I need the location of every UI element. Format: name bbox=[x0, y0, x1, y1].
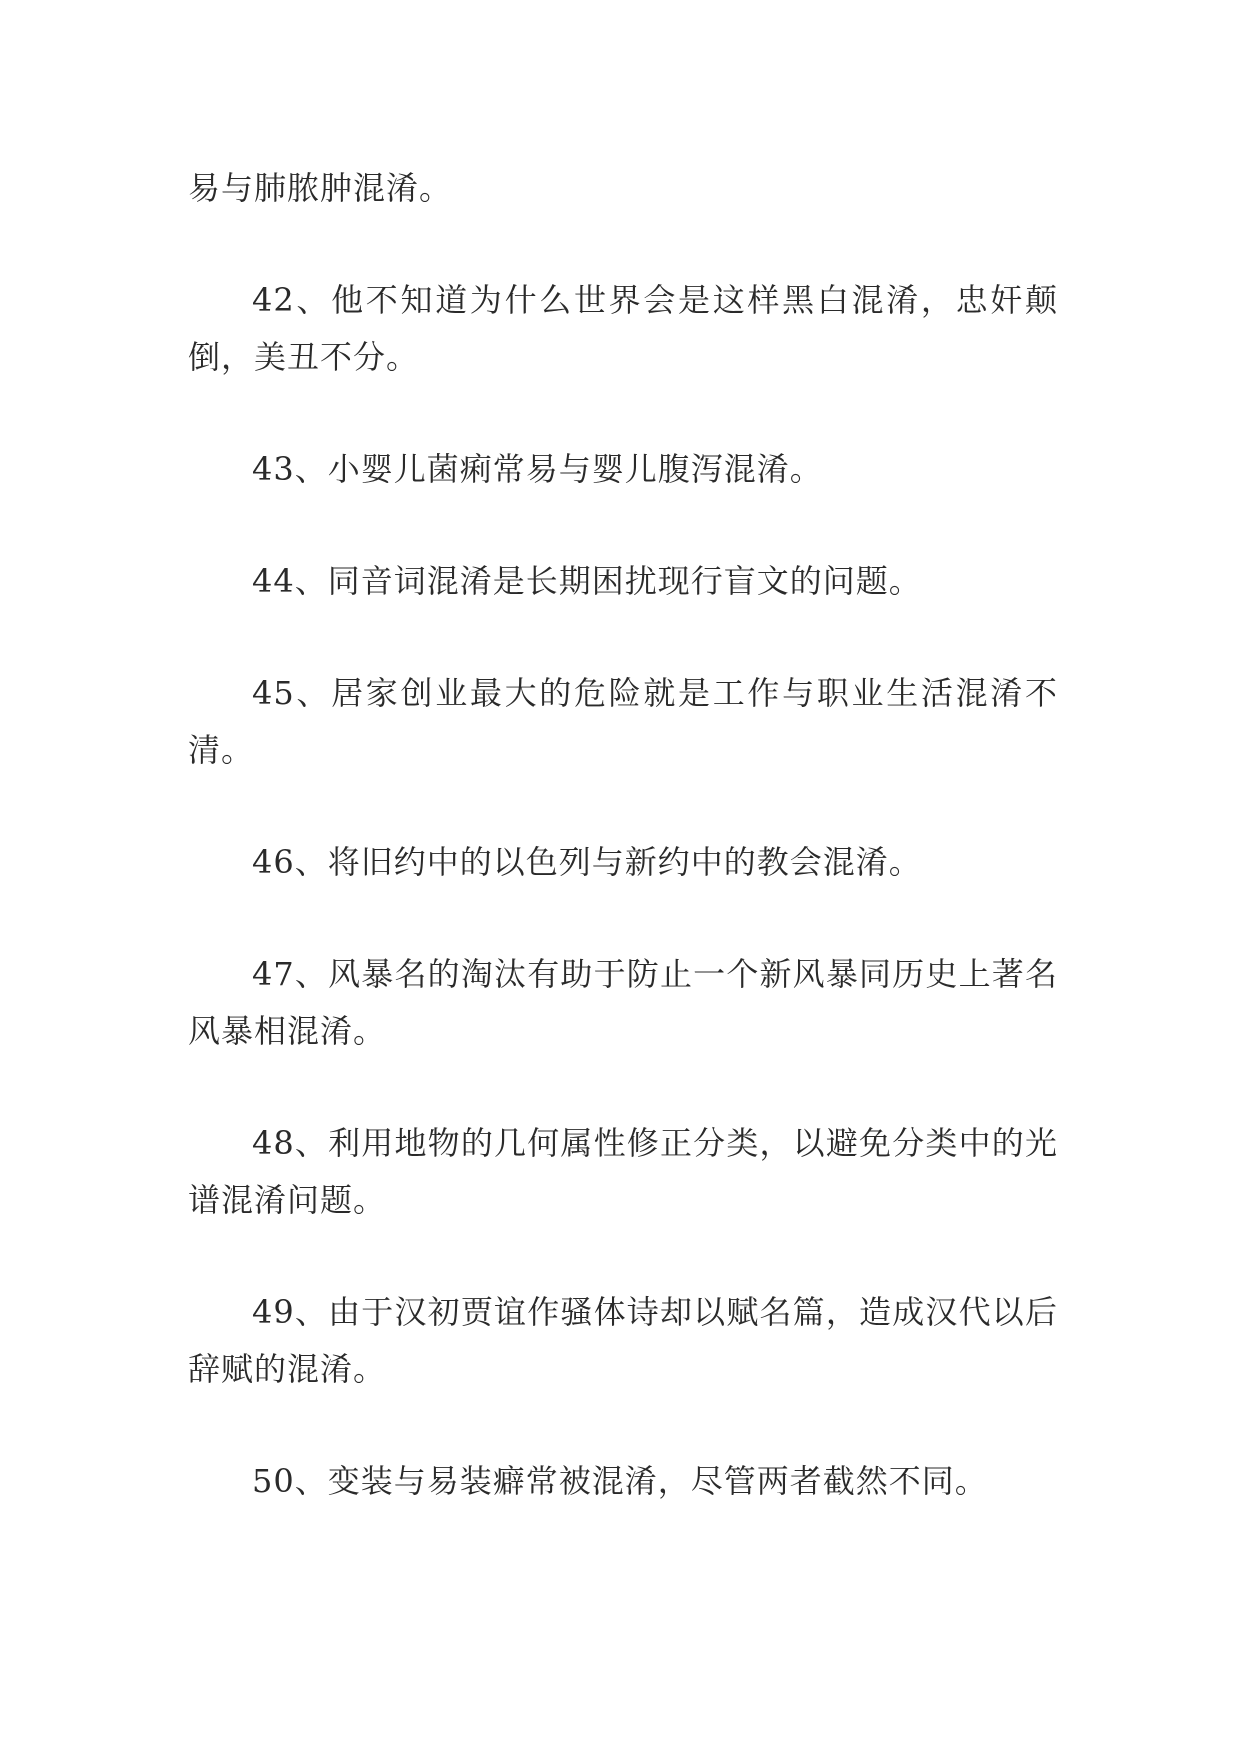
sentence-item-42: 42、他不知道为什么世界会是这样黑白混淆，忠奸颠倒，美丑不分。 bbox=[188, 281, 1058, 376]
sentence-item-45: 45、居家创业最大的危险就是工作与职业生活混淆不清。 bbox=[188, 674, 1058, 769]
sentence-item-49: 49、由于汉初贾谊作骚体诗却以赋名篇，造成汉代以后辞赋的混淆。 bbox=[188, 1293, 1058, 1388]
sentence-item-46: 46、将旧约中的以色列与新约中的教会混淆。 bbox=[252, 843, 922, 881]
sentence-item-50: 50、变装与易装癖常被混淆，尽管两者截然不同。 bbox=[252, 1462, 988, 1500]
sentence-item-48: 48、利用地物的几何属性修正分类，以避免分类中的光谱混淆问题。 bbox=[188, 1124, 1058, 1219]
sentence-item-43: 43、小婴儿菌痢常易与婴儿腹泻混淆。 bbox=[252, 450, 823, 488]
sentence-item-44: 44、同音词混淆是长期困扰现行盲文的问题。 bbox=[252, 562, 922, 600]
paragraph-continuation: 易与肺脓肿混淆。 bbox=[188, 169, 453, 207]
sentence-item-47: 47、风暴名的淘汰有助于防止一个新风暴同历史上著名风暴相混淆。 bbox=[188, 955, 1058, 1050]
document-body bbox=[188, 160, 1058, 1565]
